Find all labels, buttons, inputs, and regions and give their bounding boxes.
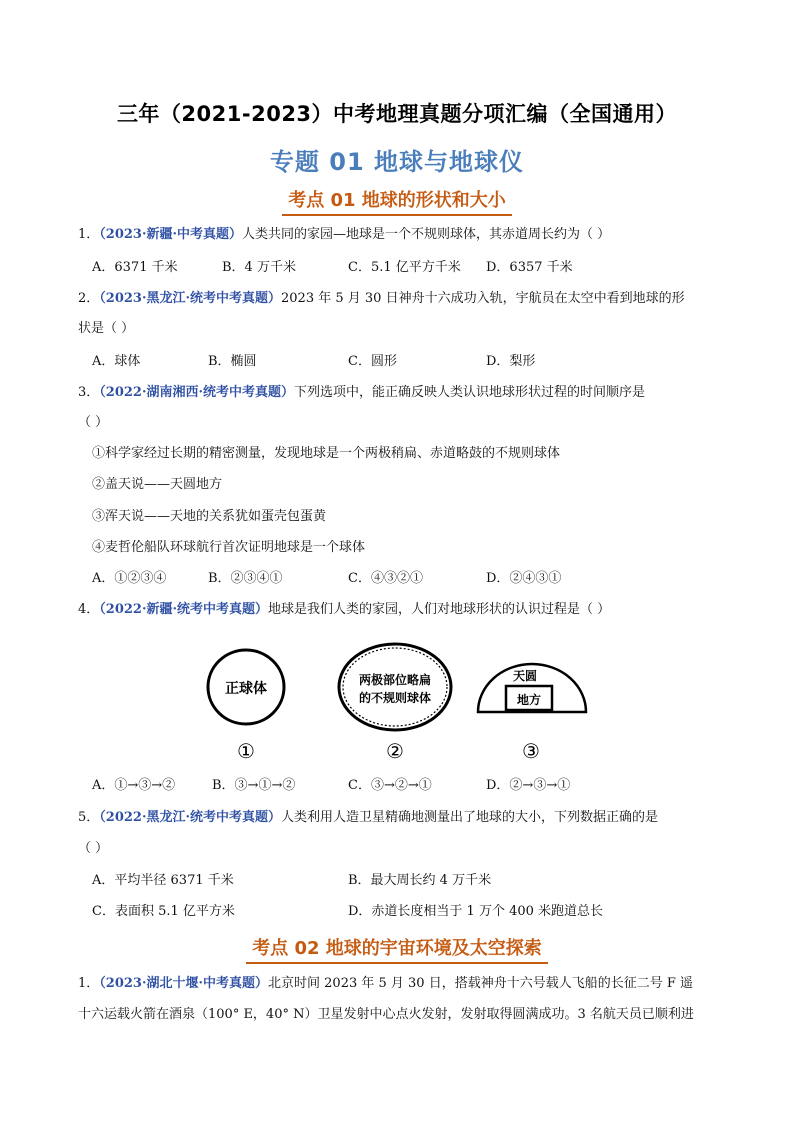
figure-marker-1: ① <box>237 739 255 763</box>
statement-4: ④麦哲伦船队环球航行首次证明地球是一个球体 <box>92 540 366 555</box>
option-b: B．③→①→② <box>212 778 296 793</box>
question-source: （2023·黑龙江·统考中考真题） <box>99 291 282 306</box>
option-a: A．平均半径 6371 千米 <box>92 873 234 888</box>
option-c: C．5.1 亿平方千米 <box>348 260 461 275</box>
figure-label-heaven: 天圆 <box>512 669 538 683</box>
option-d: D．②④③① <box>486 571 562 586</box>
statement-3: ③浑天说——天地的关系犹如蛋壳包蛋黄 <box>92 509 327 524</box>
section-heading <box>0 934 794 964</box>
question-4 <box>78 601 728 618</box>
question-stem: 下列选项中，能正确反映人类认识地球形状过程的时间顺序是 <box>294 385 646 400</box>
question-source: （2022·黑龙江·统考中考真题） <box>99 810 282 825</box>
question-1 <box>78 226 728 243</box>
option-b: B．②③④① <box>208 571 283 586</box>
option-b: B．最大周长约 4 万千米 <box>348 873 492 888</box>
topic-title: 专题 01 地球与地球仪 <box>269 148 525 176</box>
question-stem-continued: 十六运载火箭在酒泉（100° E，40° N）卫星发射中心点火发射，发射取得圆满成功。3 名航天员已顺利进 <box>78 1007 694 1022</box>
option-a: A．6371 千米 <box>92 260 178 275</box>
option-c: C．③→②→① <box>348 778 432 793</box>
option-b: B．椭圆 <box>208 354 257 369</box>
option-a: A．①→③→② <box>92 778 176 793</box>
figure-label-sphere: 正球体 <box>225 681 267 697</box>
option-a: A．①②③④ <box>92 571 167 586</box>
question-source: （2022·新疆·统考中考真题） <box>99 602 269 617</box>
option-d: D．赤道长度相当于 1 万个 400 米跑道总长 <box>348 904 604 919</box>
option-c: C．④③②① <box>348 571 423 586</box>
statement-2: ②盖天说——天圆地方 <box>92 477 223 492</box>
option-b: B．4 万千米 <box>222 260 296 275</box>
option-c: C．圆形 <box>348 354 397 369</box>
option-d: D．梨形 <box>486 354 536 369</box>
question-number: 1． <box>78 976 100 991</box>
question-number: 1． <box>78 227 100 242</box>
question-stem: 人类共同的家园—地球是一个不规则球体，其赤道周长约为（ ） <box>242 227 611 242</box>
question-stem-continued: 状是（ ） <box>78 321 135 336</box>
question-2 <box>78 290 728 307</box>
figure-label-oblate-1: 两极部位略扁 <box>358 673 432 687</box>
statement-1: ①科学家经过长期的精密测量，发现地球是一个两极稍扁、赤道略鼓的不规则球体 <box>92 446 561 461</box>
question-3 <box>78 384 728 401</box>
question-number: 5． <box>78 810 100 825</box>
question-number: 2． <box>78 291 100 306</box>
oblate-spheroid-outline <box>343 648 447 726</box>
figure-label-oblate-2: 的不规则球体 <box>358 691 432 705</box>
question-source: （2023·湖北十堰·中考真题） <box>99 976 269 991</box>
question-stem: 地球是我们人类的家园，人们对地球形状的认识过程是（ ） <box>268 602 611 617</box>
option-d: D．②→③→① <box>486 778 571 793</box>
question-number: 4． <box>78 602 100 617</box>
earth-shape-figure <box>195 640 615 780</box>
option-d: D．6357 千米 <box>486 260 573 275</box>
question-source: （2023·新疆·中考真题） <box>99 227 243 242</box>
figure-marker-3: ③ <box>522 739 540 763</box>
question-stem: 2023 年 5 月 30 日神舟十六成功入轨，宇航员在太空中看到地球的形 <box>281 291 685 306</box>
section-title: 考点 02 地球的宇宙环境及太空探索 <box>246 934 548 964</box>
figure-svg <box>195 640 615 780</box>
question-stem-continued: （ ） <box>78 841 109 856</box>
option-c: C．表面积 5.1 亿平方米 <box>92 904 235 919</box>
question-5 <box>78 809 728 826</box>
oblate-spheroid-shape <box>339 644 451 730</box>
document-title: 三年（2021-2023）中考地理真题分项汇编（全国通用） <box>116 102 678 126</box>
question-stem-continued: （ ） <box>78 415 109 430</box>
figure-marker-2: ② <box>386 739 404 763</box>
option-a: A．球体 <box>92 354 141 369</box>
section-heading <box>0 186 794 216</box>
question-1 <box>78 975 728 992</box>
figure-label-earth: 地方 <box>516 693 542 707</box>
question-stem: 人类利用人造卫星精确地测量出了地球的大小，下列数据正确的是 <box>281 810 659 825</box>
question-stem: 北京时间 2023 年 5 月 30 日，搭载神舟十六号载人飞船的长征二号 F 遥 <box>268 976 693 991</box>
section-title: 考点 01 地球的形状和大小 <box>282 186 512 216</box>
question-source: （2022·湖南湘西·统考中考真题） <box>99 385 295 400</box>
question-number: 3． <box>78 385 100 400</box>
